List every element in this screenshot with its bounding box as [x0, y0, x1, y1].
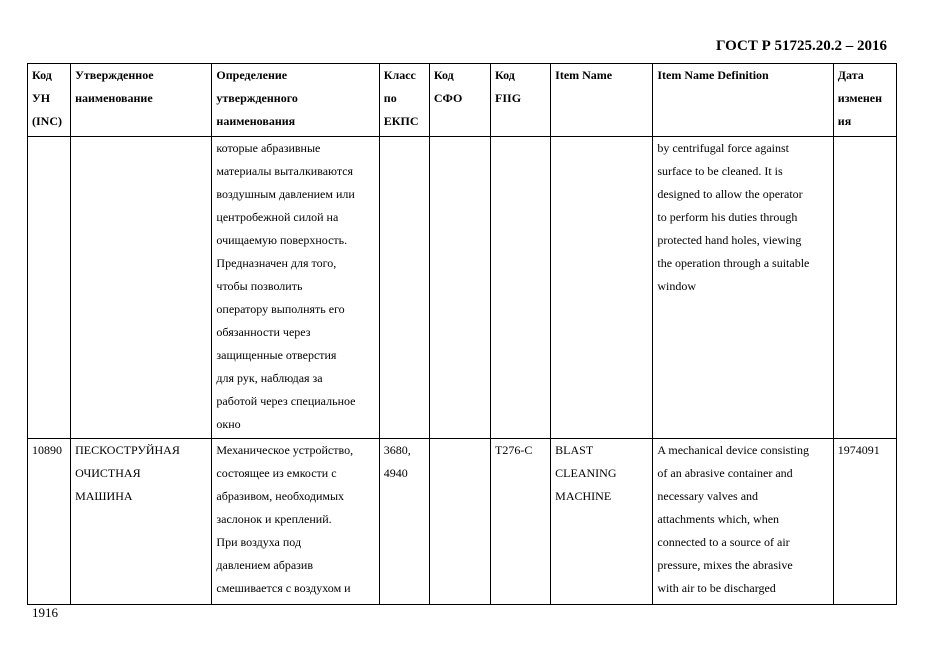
cell-line: ПЕСКОСТРУЙНАЯ — [75, 443, 180, 457]
cell-line: 3680, — [383, 443, 411, 457]
col-header-fiig — [491, 64, 551, 137]
table-row — [28, 137, 897, 439]
cell-approved-name — [71, 137, 212, 439]
header-line: СФО — [433, 91, 463, 105]
header-line: Код — [32, 68, 52, 82]
header-line: Дата — [837, 68, 864, 82]
cell-line: with air to be discharged — [657, 581, 776, 595]
header-line: Item Name — [555, 68, 613, 82]
cell-line: surface to be cleaned. It is — [657, 164, 783, 178]
header-line: Код — [495, 68, 515, 82]
header-line: FIIG — [495, 91, 522, 105]
cell-line: 4940 — [383, 466, 408, 480]
table-row — [28, 439, 897, 605]
cell-line: window — [657, 279, 697, 293]
header-line: утвержденного — [216, 91, 298, 105]
cell-item-definition — [653, 439, 833, 605]
cell-line: BLAST — [555, 443, 594, 457]
col-header-change-date — [833, 64, 896, 137]
header-line: ЕКПС — [383, 114, 419, 128]
cell-line: чтобы позволить — [216, 279, 303, 293]
header-line: Item Name Definition — [657, 68, 769, 82]
cell-line: MACHINE — [555, 489, 612, 503]
cell-line: A mechanical device consisting — [657, 443, 810, 457]
col-header-class — [379, 64, 429, 137]
cell-inc — [28, 137, 71, 439]
col-header-item-definition — [653, 64, 833, 137]
cell-class — [379, 439, 429, 605]
cell-line: заслонок и креплений. — [216, 512, 332, 526]
cell-line: to perform his duties through — [657, 210, 798, 224]
col-header-sfo — [429, 64, 490, 137]
cell-line: attachments which, when — [657, 512, 780, 526]
cell-class — [379, 137, 429, 439]
header-line: наименование — [75, 91, 153, 105]
cell-line: МАШИНА — [75, 489, 133, 503]
cell-change-date — [833, 439, 896, 605]
cell-line: смешивается с воздухом и — [216, 581, 351, 595]
header-line: Код — [433, 68, 454, 82]
cell-line: обязанности через — [216, 325, 311, 339]
cell-line: очищаемую поверхность. — [216, 233, 348, 247]
cell-line: protected hand holes, viewing — [657, 233, 802, 247]
cell-line: окно — [216, 417, 241, 431]
cell-line: центробежной силой на — [216, 210, 339, 224]
cell-sfo — [429, 439, 490, 605]
col-header-inc — [28, 64, 71, 137]
header-line: наименования — [216, 114, 296, 128]
cell-item-name — [551, 137, 653, 439]
cell-line: 10890 — [32, 443, 62, 457]
cell-line: T276-C — [495, 443, 533, 457]
cell-sfo — [429, 137, 490, 439]
cell-line: При воздуха под — [216, 535, 302, 549]
cell-fiig — [491, 439, 551, 605]
cell-line: by centrifugal force against — [657, 141, 789, 155]
cell-line: оператору выполнять его — [216, 302, 345, 316]
cell-change-date — [833, 137, 896, 439]
cell-inc — [28, 439, 71, 605]
cell-line: pressure, mixes the abrasive — [657, 558, 793, 572]
cell-approved-name — [71, 439, 212, 605]
cell-line: воздушным давлением или — [216, 187, 355, 201]
cell-line: designed to allow the operator — [657, 187, 803, 201]
cell-definition — [212, 439, 379, 605]
cell-item-name — [551, 439, 653, 605]
header-line: (INC) — [32, 114, 62, 128]
cell-line: защищенные отверстия — [216, 348, 337, 362]
cell-fiig — [491, 137, 551, 439]
cell-line: состоящее из емкости с — [216, 466, 337, 480]
cell-line: Механическое устройство, — [216, 443, 354, 457]
table-header-row — [28, 64, 897, 137]
header-line: Класс — [383, 68, 416, 82]
header-line: Определение — [216, 68, 288, 82]
cell-line: 1974091 — [837, 443, 880, 457]
cell-line: ОЧИСТНАЯ — [75, 466, 141, 480]
header-line: Утвержденное — [75, 68, 154, 82]
col-header-item-name — [551, 64, 653, 137]
header-line: УН — [32, 91, 51, 105]
cell-line: necessary valves and — [657, 489, 759, 503]
col-header-approved-name — [71, 64, 212, 137]
document-title: ГОСТ Р 51725.20.2 – 2016 — [715, 38, 887, 54]
cell-line: Предназначен для того, — [216, 256, 337, 270]
header-line: изменен — [837, 91, 883, 105]
cell-line: работой через специальное — [216, 394, 356, 408]
cell-line: для рук, наблюдая за — [216, 371, 323, 385]
cell-line: материалы выталкиваются — [216, 164, 354, 178]
page-number: 1916 — [32, 605, 58, 620]
header-line: по — [383, 91, 397, 105]
cell-line: абразивом, необходимых — [216, 489, 345, 503]
col-header-definition — [212, 64, 379, 137]
catalog-table — [27, 63, 897, 605]
cell-line: CLEANING — [555, 466, 617, 480]
header-line: ия — [837, 114, 852, 128]
cell-line: давлением абразив — [216, 558, 314, 572]
cell-line: connected to a source of air — [657, 535, 790, 549]
cell-line: которые абразивные — [216, 141, 321, 155]
cell-line: the operation through a suitable — [657, 256, 810, 270]
cell-line: of an abrasive container and — [657, 466, 793, 480]
cell-item-definition — [653, 137, 833, 439]
cell-definition — [212, 137, 379, 439]
